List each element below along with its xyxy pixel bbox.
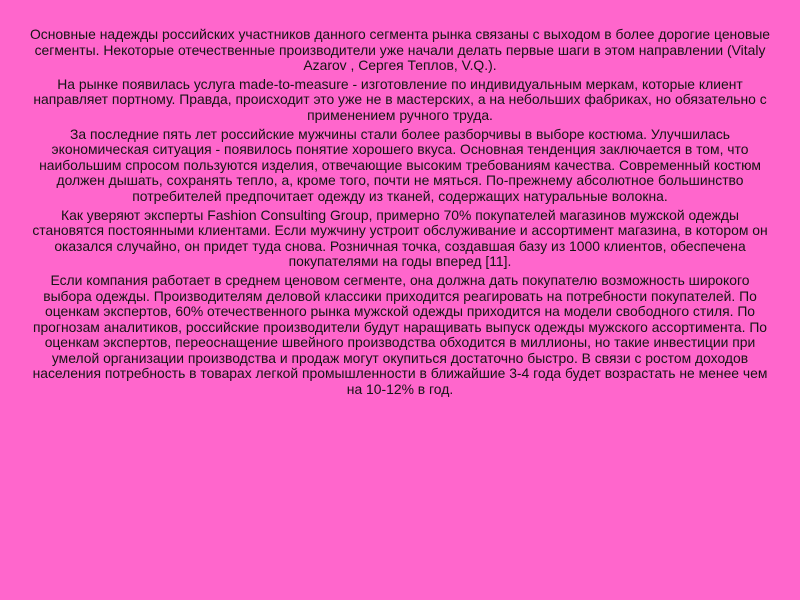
paragraph-market-forecast: Если компания работает в среднем ценовом сегменте, она должна дать покупателю возможность широкого выбора одежды. Производителям деловой классики приходится реагировать на потребности покупателей. По оценкам экспертов, 60% отечественного рынка мужской одежды приходится на модели свободного стиля. По прогнозам аналитиков, российские производители будут наращивать выпуск одежды мужского ассортимента. По оценкам экспертов, переоснащение швейного производства обходится в миллионы, но такие инвестиции при умелой организации производства и продаж могут окупиться достаточно быстро. В связи с ростом доходов населения потребность в товарах легкой промышленности в ближайшие 3-4 года будет возрастать не менее чем на 10-12% в год. bbox=[32, 271, 768, 398]
paragraph-loyal-customers: Как уверяют эксперты Fashion Consulting Group, примерно 70% покупателей магазинов мужской одежды становятся постоянными клиентами. Если мужчину устроит обслуживание и ассортимент магазина, в котором он оказался случайно, он придет туда снова. Розничная точка, создавшая базу из 1000 клиентов, обеспечена покупателями на годы вперед [11]. bbox=[32, 206, 768, 270]
paragraph-made-to-measure: На рынке появилась услуга made-to-measure - изготовление по индивидуальным меркам, которые клиент направляет портному. Правда, происходит это уже не в мастерских, а на небольших фабриках, но обязательно с применением ручного труда. bbox=[33, 75, 767, 123]
paragraph-consumer-trends: За последние пять лет российские мужчины стали более разборчивы в выборе костюма. Улучшилась экономическая ситуация - появилось понятие хорошего вкуса. Основная тенденция заключается в том, что наибольшим спросом пользуются изделия, отвечающие высоким требованиям качества. Современный костюм должен дышать, сохранять тепло, а, кроме того, почти не мяться. По-прежнему абсолютное большинство потребителей предпочитает одежду из тканей, содержащих натуральные волокна. bbox=[39, 125, 761, 204]
paragraph-market-segments: Основные надежды российских участников данного сегмента рынка связаны с выходом в более дорогие ценовые сегменты. Некоторые отечественные производители уже начали делать первые шаги в этом направлении (Vitaly Azarov , Сергея Теплов, V.Q.). bbox=[29, 26, 771, 74]
slide-text-block bbox=[28, 27, 772, 401]
